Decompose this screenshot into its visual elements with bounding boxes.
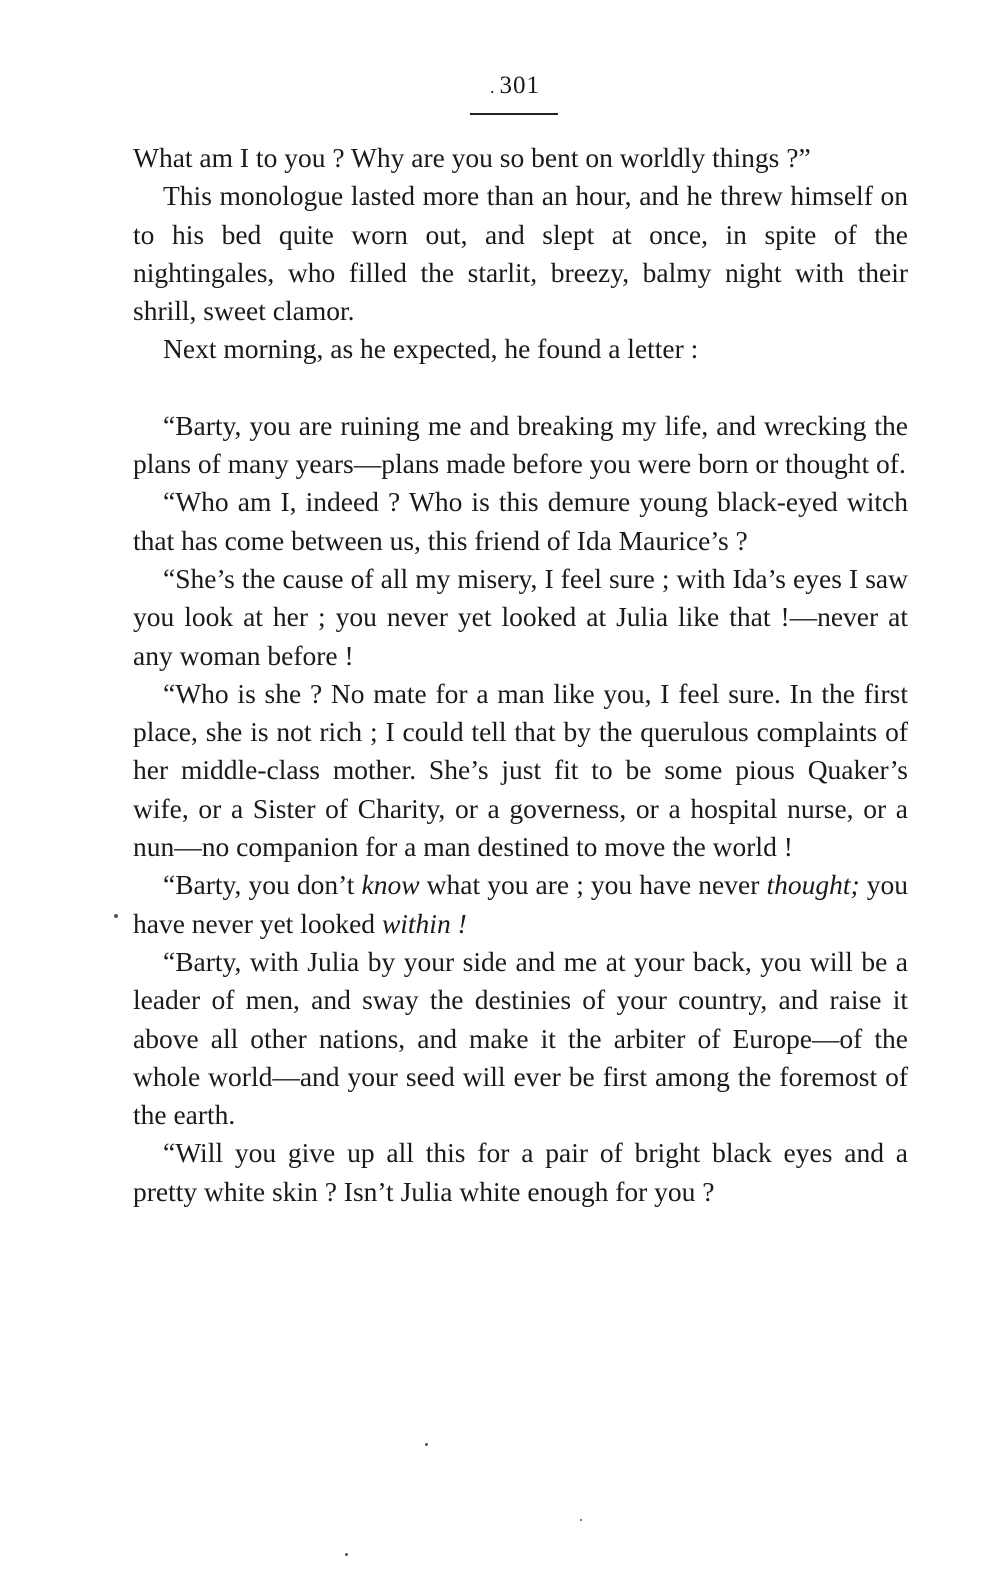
scan-speck — [580, 1519, 582, 1521]
paragraph-10: “Will you give up all this for a pair of bright black eyes and a pretty white skin ? Isn’t Julia white enough for you ? — [133, 1137, 908, 1207]
emphasis-know: know — [361, 869, 420, 901]
page-number-value: 301 — [499, 72, 540, 99]
paragraph-5: “Who am I, indeed ? Who is this demure young black-eyed witch that has come between us, this friend of Ida Maurice’s ? — [133, 486, 908, 556]
body-text — [133, 139, 908, 1211]
paragraph-1: What am I to you ? Why are you so bent on worldly things ?” — [133, 142, 811, 173]
paragraph-8-part-2: what you are ; you have never — [419, 869, 767, 901]
paragraph-8-part-3: you have never yet looked — [133, 869, 908, 939]
paragraph-8-part-1: “Barty, you don’t — [163, 869, 362, 901]
margin-speck — [114, 914, 118, 918]
page-number — [470, 72, 560, 100]
paragraph-9: “Barty, with Julia by your side and me at your back, you will be a leader of men, and sway the destinies of your country, and raise it above all other nations, and make it the arbiter of Europe—of the whole world—and your seed will ever be first among the foremost of the earth. — [133, 945, 908, 1131]
scan-speck — [345, 1553, 348, 1556]
paragraph-3: Next morning, as he expected, he found a letter : — [163, 333, 699, 365]
paragraph-2: This monologue lasted more than an hour, and he threw himself on to his bed quite worn out, and slept at once, in spite of the nightingales, who filled the starlit, breezy, balmy night with their shrill, sweet clamor. — [133, 180, 908, 327]
header-rule — [470, 113, 558, 115]
paragraph-6: “She’s the cause of all my misery, I feel sure ; with Ida’s eyes I saw you look at her ; you never yet looked at Julia like that !—never at any woman before ! — [133, 562, 908, 671]
emphasis-thought: thought; — [766, 869, 860, 901]
page-number-prefix: . — [490, 77, 496, 97]
paragraph-8 — [133, 866, 908, 943]
emphasis-within: within ! — [381, 907, 467, 939]
paragraph-7: “Who is she ? No mate for a man like you, I feel sure. In the first place, she is not rich ; I could tell that by the querulous complaints of her middle-class mother. She’s just fit to be some pious Quaker’s wife, or a Sister of Charity, or a governess, or a hospital nurse, or a nun—no companion for a man destined to move the world ! — [133, 677, 908, 863]
paragraph-4: “Barty, you are ruining me and breaking my life, and wrecking the plans of many years—plans made before you were born or thought of. — [133, 409, 908, 480]
scan-speck — [425, 1443, 428, 1446]
